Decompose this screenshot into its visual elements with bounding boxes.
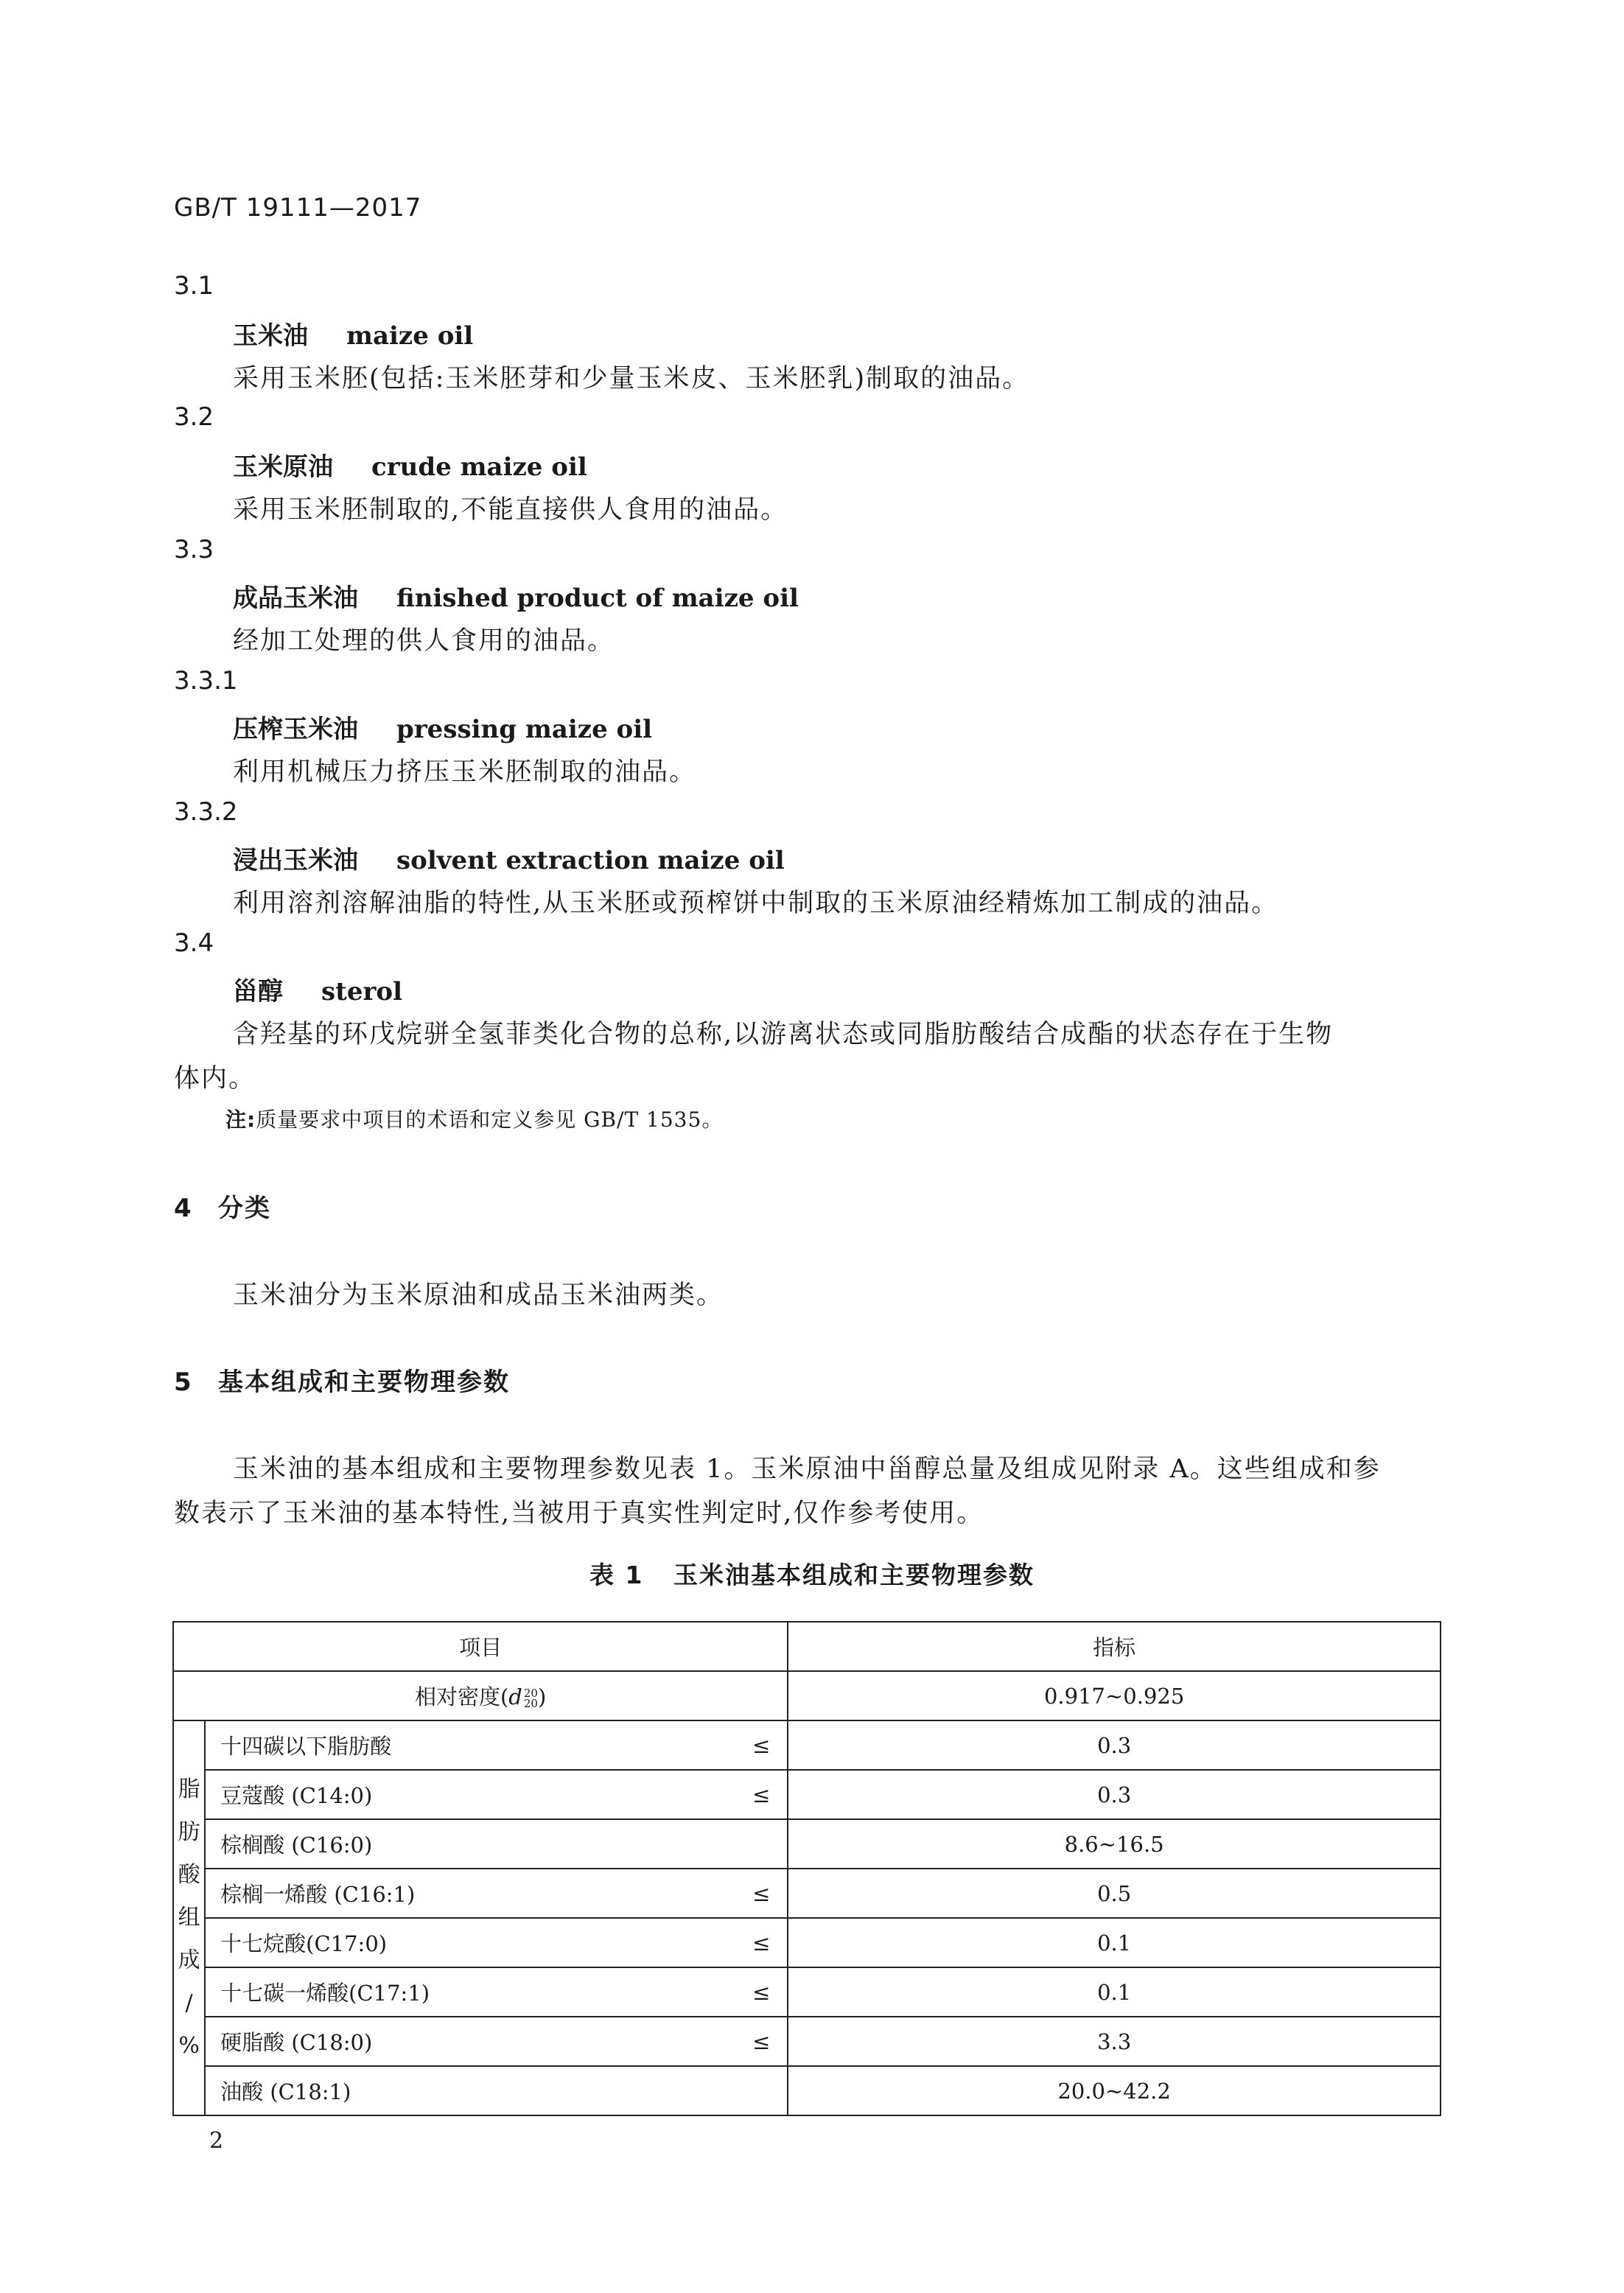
table-row xyxy=(173,1869,1441,1918)
density-sub: 20 xyxy=(523,1697,538,1710)
header-value: 指标 xyxy=(788,1622,1441,1671)
term-en: sterol xyxy=(321,977,402,1007)
row-value: 0.1 xyxy=(788,1918,1441,1967)
term-number: 3.3.2 xyxy=(174,797,238,827)
row-name: 豆蔻酸 (C14:0) xyxy=(205,1770,735,1819)
row-name: 十四碳以下脂肪酸 xyxy=(205,1720,735,1770)
density-label xyxy=(173,1671,788,1720)
row-le: ≤ xyxy=(735,2017,788,2066)
composition-table xyxy=(172,1621,1441,2116)
row-value: 20.0~42.2 xyxy=(788,2066,1441,2115)
section-title: 基本组成和主要物理参数 xyxy=(218,1368,510,1397)
term-definition: 采用玉米胚制取的,不能直接供人食用的油品。 xyxy=(233,495,788,525)
group-label-char: 脂 xyxy=(178,1776,200,1802)
term-zh: 玉米油 xyxy=(233,321,308,351)
row-value: 0.5 xyxy=(788,1869,1441,1918)
row-value: 0.1 xyxy=(788,1967,1441,2017)
section-heading xyxy=(174,1362,510,1398)
table-row xyxy=(173,2017,1441,2066)
term-zh: 浸出玉米油 xyxy=(233,846,358,875)
row-value: 0.3 xyxy=(788,1720,1441,1770)
section-title: 分类 xyxy=(218,1194,271,1223)
term-number: 3.1 xyxy=(174,271,214,301)
row-name: 油酸 (C18:1) xyxy=(205,2066,735,2115)
term-en: finished product of maize oil xyxy=(396,584,799,613)
table-row xyxy=(173,2066,1441,2115)
term-definition: 利用机械压力挤压玉米胚制取的油品。 xyxy=(233,757,697,787)
term-en: pressing maize oil xyxy=(396,715,653,744)
note xyxy=(225,1104,723,1133)
group-label-char: 成 xyxy=(178,1947,200,1973)
row-le xyxy=(735,1819,788,1869)
term-definition: 采用玉米胚(包括:玉米胚芽和少量玉米皮、玉米胚乳)制取的油品。 xyxy=(233,364,1030,393)
table-header-row xyxy=(173,1622,1441,1671)
row-value: 8.6~16.5 xyxy=(788,1819,1441,1869)
term-en: crude maize oil xyxy=(371,452,587,482)
paragraph: 玉米油分为玉米原油和成品玉米油两类。 xyxy=(233,1281,724,1310)
table-row xyxy=(173,1967,1441,2017)
group-label-char: 肪 xyxy=(178,1819,200,1845)
note-label: 注: xyxy=(225,1107,256,1132)
row-name: 十七烷酸(C17:0) xyxy=(205,1918,735,1967)
density-value: 0.917~0.925 xyxy=(788,1671,1441,1720)
section-number: 4 xyxy=(174,1194,193,1223)
term-definition: 含羟基的环戊烷骈全氢菲类化合物的总称,以游离状态或同脂肪酸结合成酯的状态存在于生物 xyxy=(233,1020,1334,1049)
row-value: 3.3 xyxy=(788,2017,1441,2066)
group-label xyxy=(173,1720,205,2115)
row-name: 硬脂酸 (C18:0) xyxy=(205,2017,735,2066)
density-scripts xyxy=(524,1688,538,1709)
table-container xyxy=(172,1621,1441,2116)
row-name: 棕榈酸 (C16:0) xyxy=(205,1819,735,1869)
term-zh: 压榨玉米油 xyxy=(233,715,358,744)
section-heading xyxy=(174,1188,271,1224)
group-label-char: / xyxy=(185,1990,193,2016)
term-title xyxy=(233,578,799,614)
page-number: 2 xyxy=(209,2128,224,2154)
term-number: 3.2 xyxy=(174,402,214,432)
note-text: 质量要求中项目的术语和定义参见 GB/T 1535。 xyxy=(256,1107,724,1132)
term-definition: 利用溶剂溶解油脂的特性,从玉米胚或预榨饼中制取的玉米原油经精炼加工制成的油品。 xyxy=(233,889,1279,918)
term-title xyxy=(233,447,587,483)
row-le: ≤ xyxy=(735,1918,788,1967)
section-number: 5 xyxy=(174,1368,193,1397)
density-var: d xyxy=(508,1684,522,1709)
group-label-char: 酸 xyxy=(178,1862,200,1888)
density-sup: 20 xyxy=(523,1687,538,1700)
table-row xyxy=(173,1720,1441,1770)
table-row xyxy=(173,1770,1441,1819)
term-definition: 经加工处理的供人食用的油品。 xyxy=(233,626,615,656)
term-number: 3.3 xyxy=(174,535,214,564)
paragraph: 玉米油的基本组成和主要物理参数见表 1。玉米原油中甾醇总量及组成见附录 A。这些组成和参 xyxy=(233,1454,1381,1484)
term-title xyxy=(233,709,652,745)
standard-code: GB/T 19111—2017 xyxy=(174,193,422,223)
paragraph-continued: 数表示了玉米油的基本特性,当被用于真实性判定时,仅作参考使用。 xyxy=(174,1499,984,1528)
table-row xyxy=(173,1671,1441,1720)
row-le: ≤ xyxy=(735,1967,788,2017)
term-title xyxy=(233,971,402,1007)
row-name: 十七碳一烯酸(C17:1) xyxy=(205,1967,735,2017)
table-caption: 表 1 玉米油基本组成和主要物理参数 xyxy=(589,1561,1035,1589)
row-le: ≤ xyxy=(735,1770,788,1819)
term-zh: 成品玉米油 xyxy=(233,584,358,613)
row-le xyxy=(735,2066,788,2115)
header-item: 项目 xyxy=(173,1622,788,1671)
row-value: 0.3 xyxy=(788,1770,1441,1819)
group-label-char: % xyxy=(178,2033,200,2059)
row-le: ≤ xyxy=(735,1869,788,1918)
term-zh: 甾醇 xyxy=(233,977,283,1007)
term-title xyxy=(233,315,473,351)
density-close: ) xyxy=(537,1684,547,1709)
term-number: 3.3.1 xyxy=(174,666,238,696)
term-en: maize oil xyxy=(346,321,474,351)
term-zh: 玉米原油 xyxy=(233,452,333,482)
term-title xyxy=(233,840,785,876)
density-label-text: 相对密度( xyxy=(414,1684,509,1709)
term-en: solvent extraction maize oil xyxy=(396,846,785,875)
row-name: 棕榈一烯酸 (C16:1) xyxy=(205,1869,735,1918)
term-definition-continued: 体内。 xyxy=(174,1064,256,1093)
group-label-char: 组 xyxy=(178,1905,200,1930)
term-number: 3.4 xyxy=(174,928,214,958)
table-row xyxy=(173,1819,1441,1869)
row-le: ≤ xyxy=(735,1720,788,1770)
table-row xyxy=(173,1918,1441,1967)
